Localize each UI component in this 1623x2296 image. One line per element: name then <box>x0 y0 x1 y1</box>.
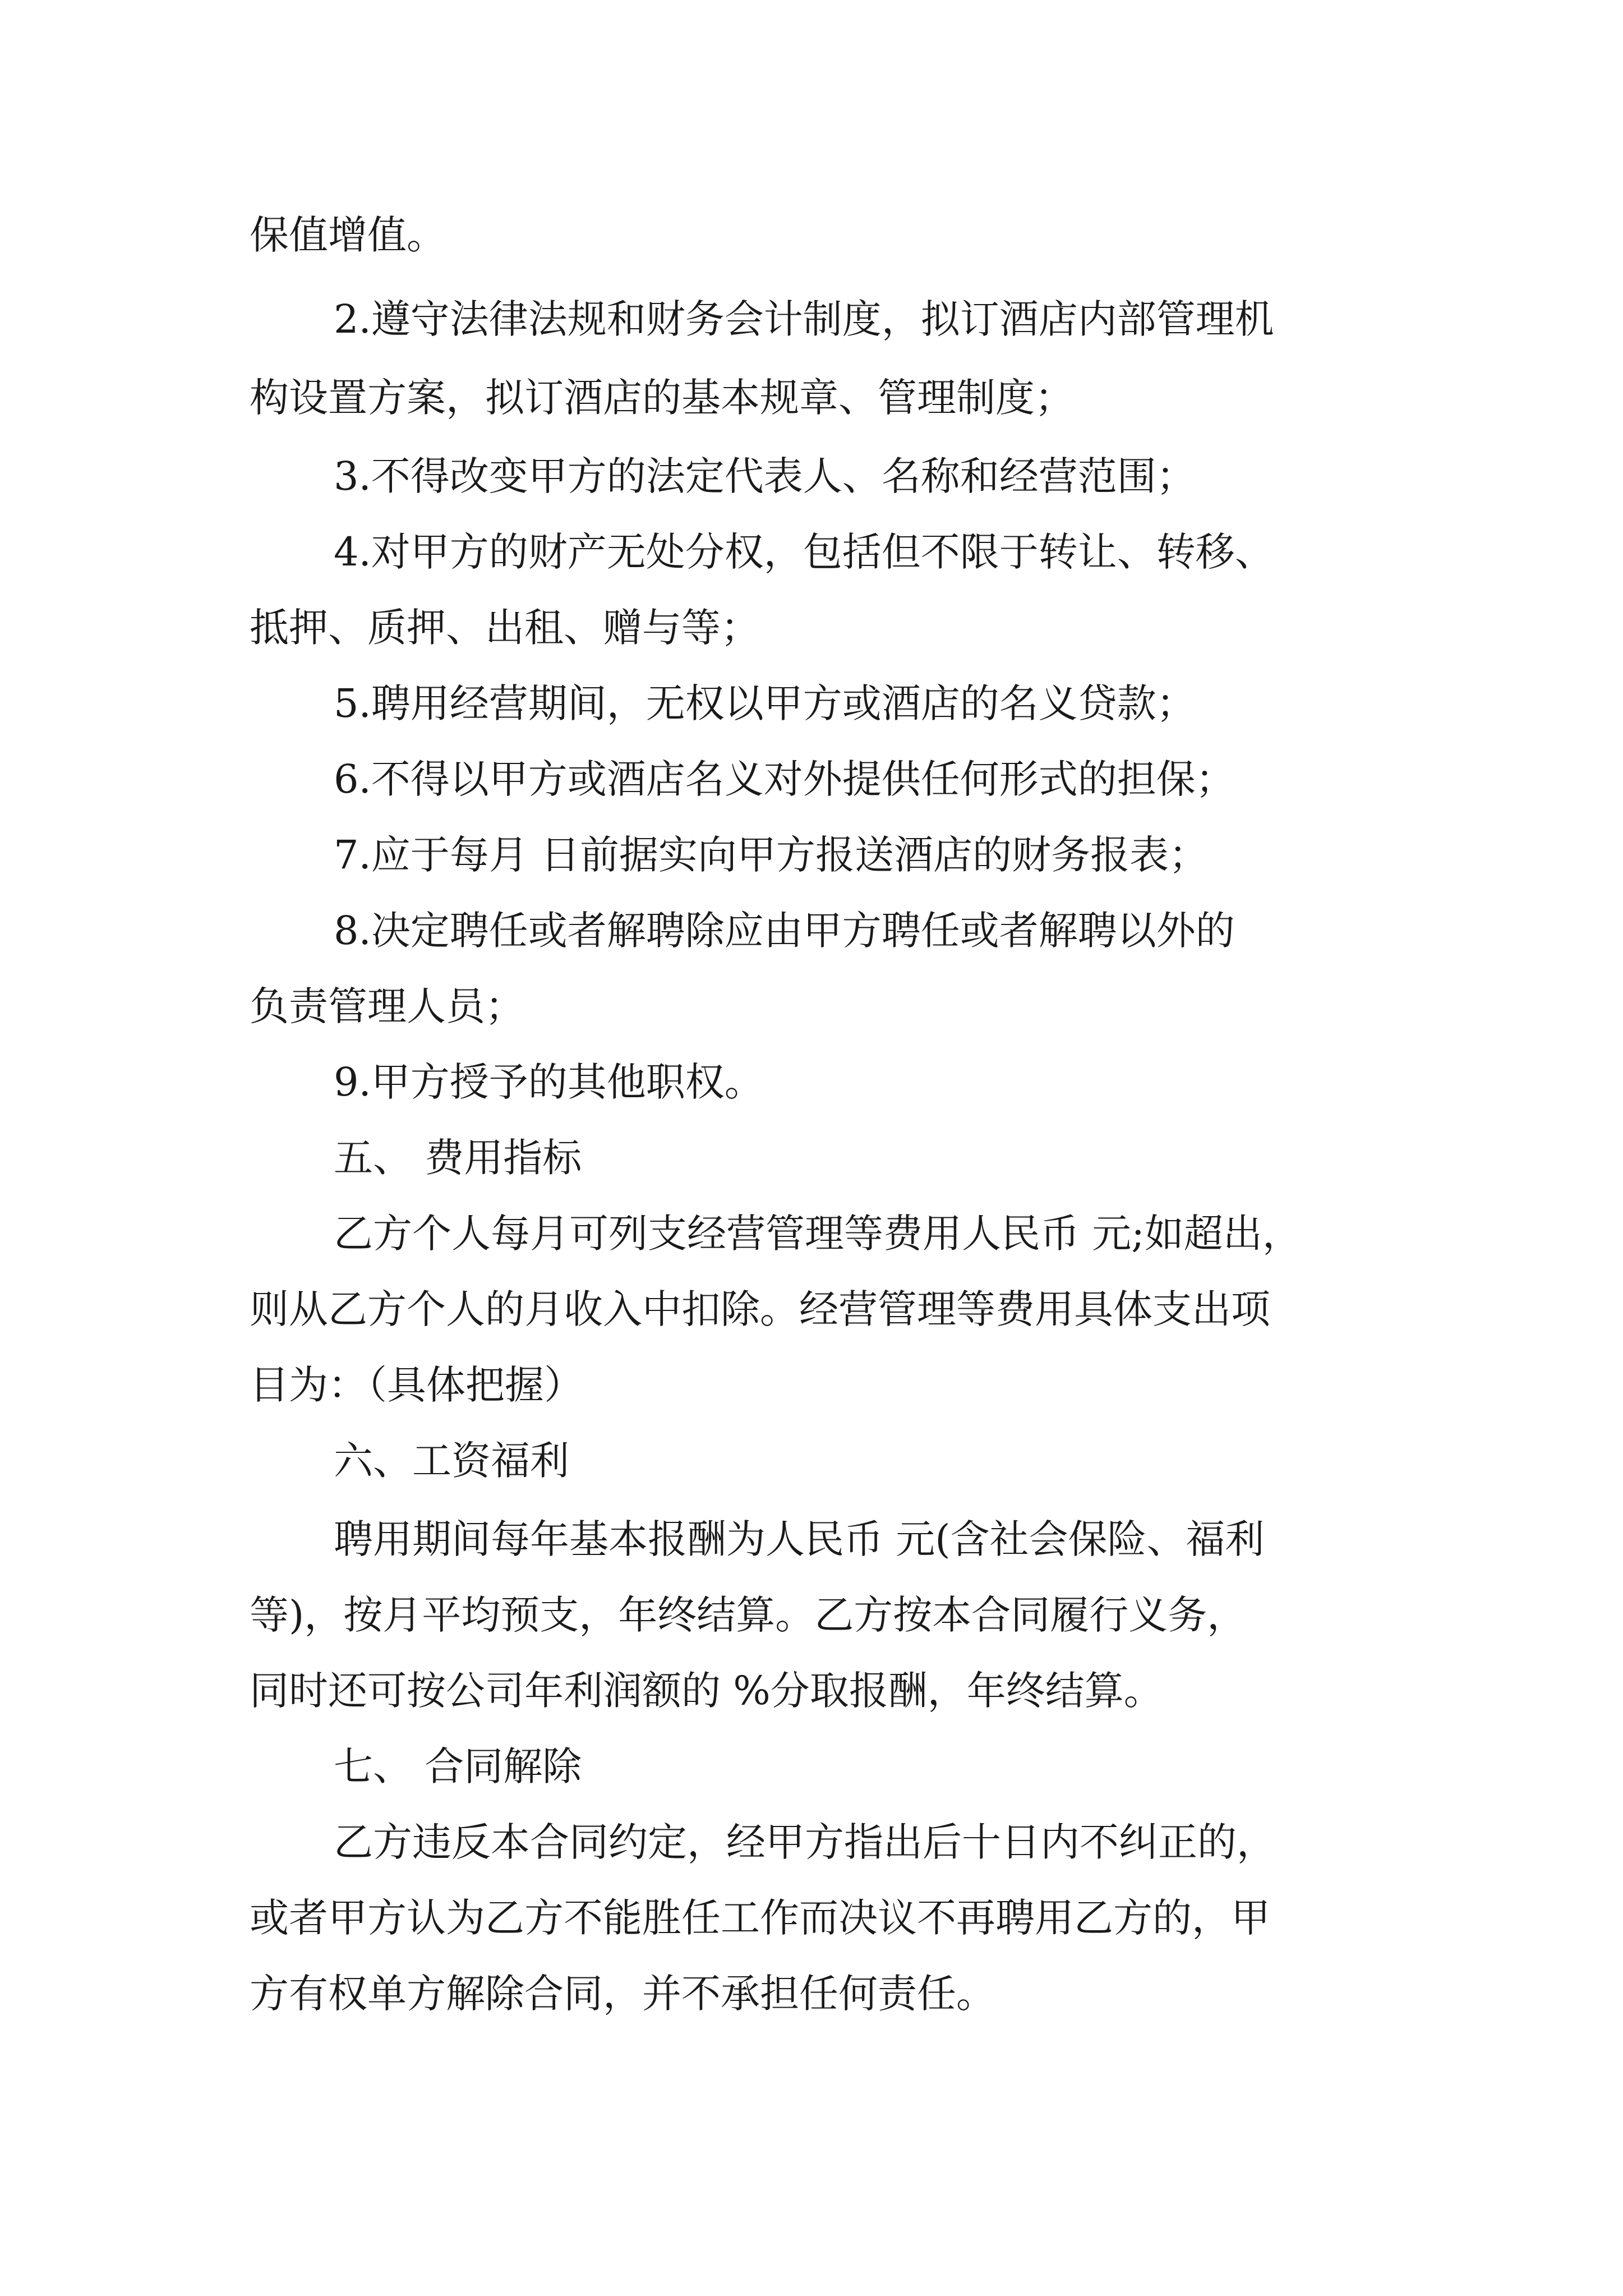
text-line-24: 方有权单方解除合同，并不承担任何责任。 <box>250 1971 995 2017</box>
text-line-20: 同时还可按公司年利润额的 %分取报酬，年终结算。 <box>250 1668 1163 1714</box>
text-line-22: 乙方违反本合同约定，经甲方指出后十日内不纠正的， <box>334 1819 1276 1865</box>
text-line-11: 负责管理人员； <box>250 983 524 1029</box>
text-line-6: 抵押、质押、出租、赠与等； <box>250 605 760 651</box>
text-line-2: 2.遵守法律法规和财务会计制度，拟订酒店内部管理机 <box>334 296 1274 342</box>
text-line-5: 4.对甲方的财产无处分权，包括但不限于转让、转移、 <box>334 529 1274 575</box>
text-line-10: 8.决定聘任或者解聘除应由甲方聘任或者解聘以外的 <box>334 908 1235 954</box>
text-line-4: 3.不得改变甲方的法定代表人、名称和经营范围； <box>334 453 1196 499</box>
text-line-23: 或者甲方认为乙方不能胜任工作而决议不再聘用乙方的，甲 <box>250 1895 1270 1941</box>
section-heading-7: 七、 合同解除 <box>334 1743 582 1789</box>
text-line-14: 乙方个人每月可列支经营管理等费用人民币 元;如超出， <box>334 1211 1302 1257</box>
text-line-1: 保值增值。 <box>250 212 446 258</box>
text-line-19: 等)，按月平均预支，年终结算。乙方按本合同履行义务， <box>250 1592 1247 1638</box>
text-line-9: 7.应于每月 日前据实向甲方报送酒店的财务报表； <box>334 832 1209 878</box>
text-line-8: 6.不得以甲方或酒店名义对外提供任何形式的担保； <box>334 756 1235 802</box>
text-line-18: 聘用期间每年基本报酬为人民币 元(含社会保险、福利 <box>334 1516 1265 1562</box>
text-line-7: 5.聘用经营期间，无权以甲方或酒店的名义贷款； <box>334 680 1196 726</box>
text-line-3: 构设置方案，拟订酒店的基本规章、管理制度； <box>250 375 1074 421</box>
section-heading-6: 六、工资福利 <box>334 1438 569 1484</box>
section-heading-5: 五、 费用指标 <box>334 1135 582 1181</box>
text-line-12: 9.甲方授予的其他职权。 <box>334 1059 764 1105</box>
text-line-16: 目为：（具体把握） <box>250 1362 583 1408</box>
text-line-15: 则从乙方个人的月收入中扣除。经营管理等费用具体支出项 <box>250 1286 1270 1332</box>
